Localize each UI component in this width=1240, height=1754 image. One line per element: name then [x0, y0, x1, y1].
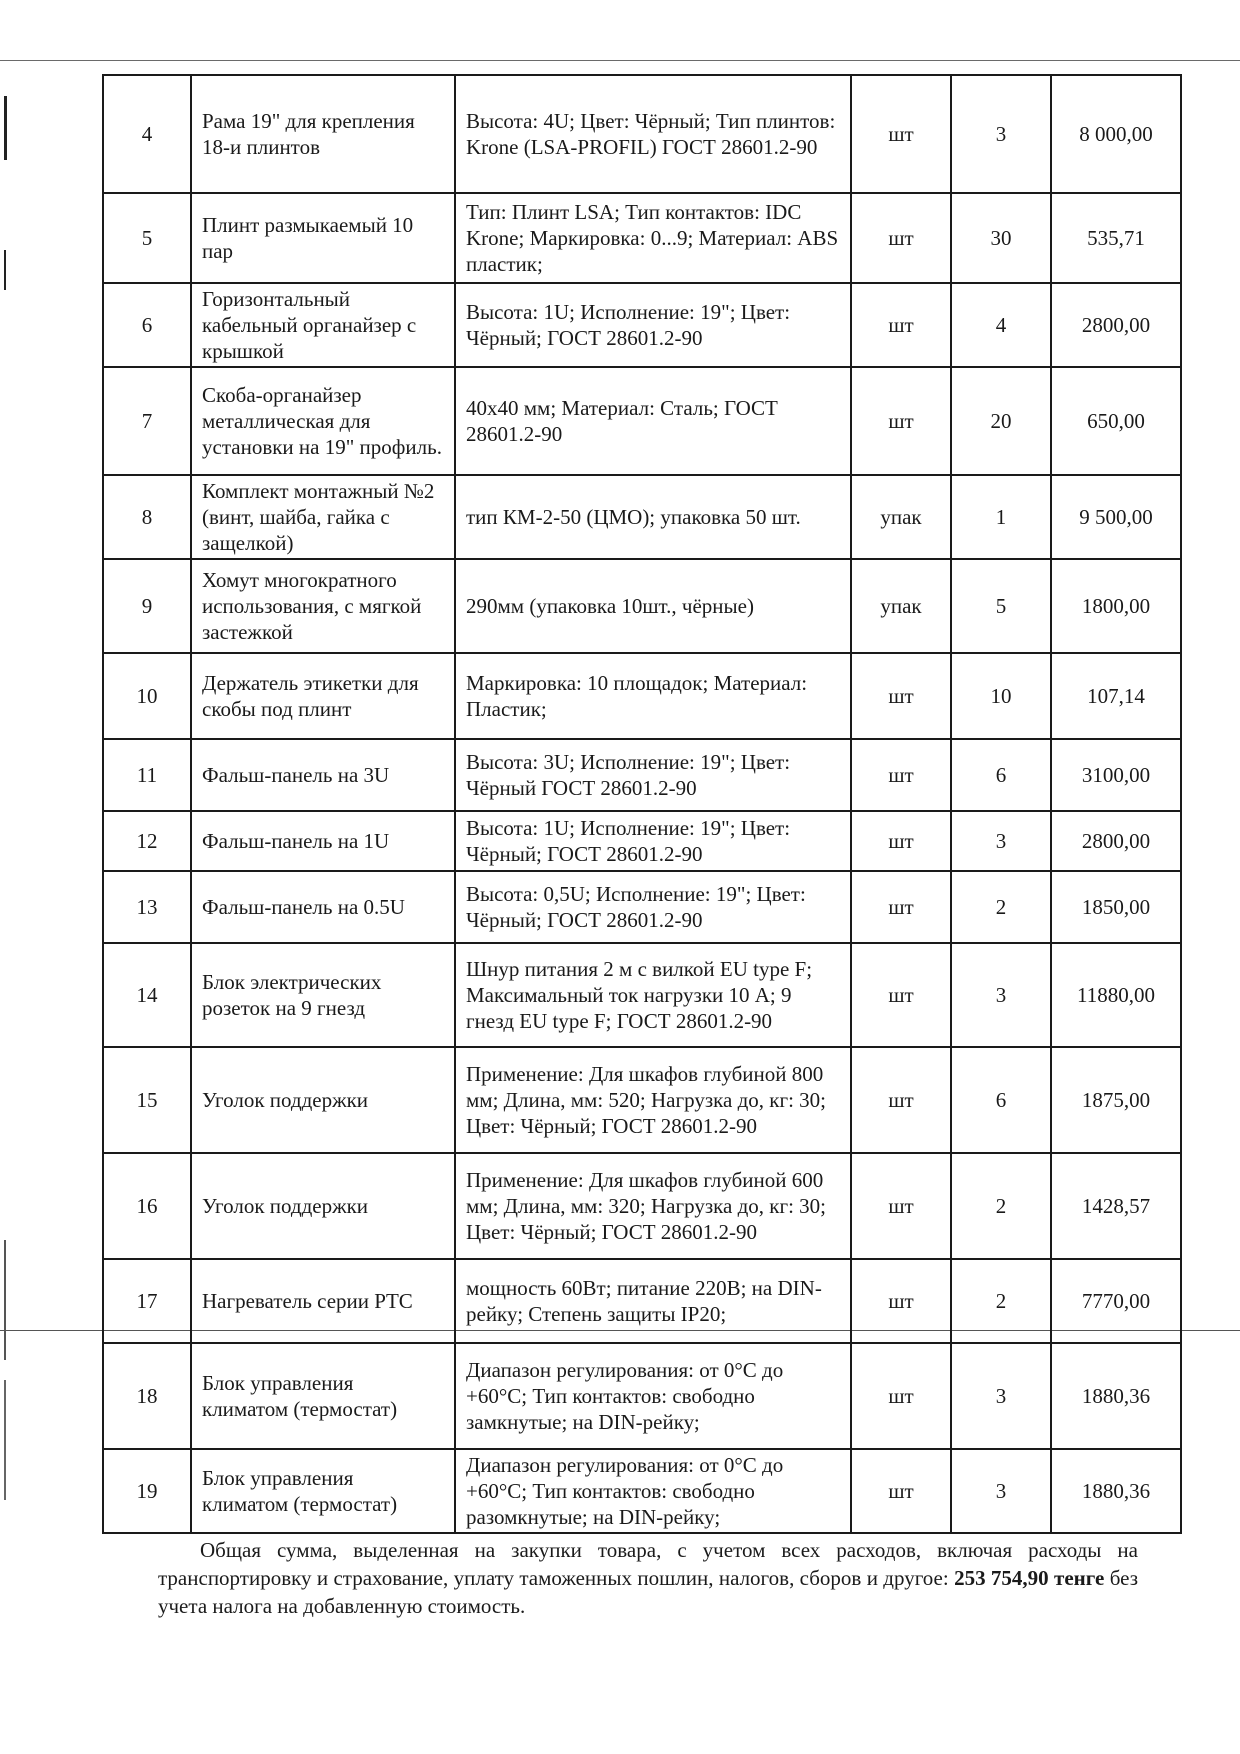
item-specification: тип КМ-2-50 (ЦМО); упаковка 50 шт.: [455, 475, 851, 559]
item-price: 1850,00: [1051, 871, 1181, 943]
table-row: [103, 475, 1181, 559]
item-name: Фальш-панель на 1U: [191, 811, 455, 871]
item-price: 7770,00: [1051, 1259, 1181, 1343]
table-row: [103, 559, 1181, 653]
summary-total-amount: 253 754,90 тенге: [954, 1566, 1105, 1590]
item-unit: шт: [851, 75, 951, 193]
row-number: 16: [103, 1153, 191, 1259]
item-name: Блок управления климатом (термостат): [191, 1449, 455, 1533]
item-name: Фальш-панель на 0.5U: [191, 871, 455, 943]
table-row: [103, 1259, 1181, 1343]
item-unit: шт: [851, 1343, 951, 1449]
item-name: Держатель этикетки для скобы под плинт: [191, 653, 455, 739]
item-specification: Тип: Плинт LSA; Тип контактов: IDC Krone; Маркировка: 0...9; Материал: ABS пластик;: [455, 193, 851, 283]
item-name: Хомут многократного использования, с мягкой застежкой: [191, 559, 455, 653]
item-price: 8 000,00: [1051, 75, 1181, 193]
item-unit: шт: [851, 811, 951, 871]
item-specification: Высота: 0,5U; Исполнение: 19"; Цвет: Чёрный; ГОСТ 28601.2-90: [455, 871, 851, 943]
item-name: Уголок поддержки: [191, 1047, 455, 1153]
table-row: [103, 75, 1181, 193]
item-price: 1880,36: [1051, 1343, 1181, 1449]
item-price: 3100,00: [1051, 739, 1181, 811]
item-price: 1880,36: [1051, 1449, 1181, 1533]
item-quantity: 3: [951, 75, 1051, 193]
total-summary-paragraph: [158, 1536, 1138, 1620]
item-specification: Применение: Для шкафов глубиной 800 мм; Длина, мм: 520; Нагрузка до, кг: 30; Цвет: Чёрный; ГОСТ 28601.2-90: [455, 1047, 851, 1153]
table-row: [103, 193, 1181, 283]
table-row: [103, 367, 1181, 475]
item-unit: шт: [851, 739, 951, 811]
item-name: Уголок поддержки: [191, 1153, 455, 1259]
item-name: Плинт размыкаемый 10 пар: [191, 193, 455, 283]
item-price: 11880,00: [1051, 943, 1181, 1047]
item-quantity: 1: [951, 475, 1051, 559]
item-quantity: 30: [951, 193, 1051, 283]
item-specification: 40x40 мм; Материал: Сталь; ГОСТ 28601.2-90: [455, 367, 851, 475]
item-name: Нагреватель серии PTC: [191, 1259, 455, 1343]
item-specification: Высота: 1U; Исполнение: 19"; Цвет: Чёрный; ГОСТ 28601.2-90: [455, 283, 851, 367]
row-number: 4: [103, 75, 191, 193]
row-number: 18: [103, 1343, 191, 1449]
item-specification: мощность 60Вт; питание 220В; на DIN-рейку; Степень защиты IP20;: [455, 1259, 851, 1343]
table-row: [103, 943, 1181, 1047]
table-row: [103, 1449, 1181, 1533]
item-price: 1800,00: [1051, 559, 1181, 653]
row-number: 15: [103, 1047, 191, 1153]
item-quantity: 3: [951, 811, 1051, 871]
item-quantity: 2: [951, 1259, 1051, 1343]
table-row: [103, 1153, 1181, 1259]
item-quantity: 2: [951, 1153, 1051, 1259]
row-number: 9: [103, 559, 191, 653]
item-quantity: 6: [951, 1047, 1051, 1153]
table-row: [103, 811, 1181, 871]
item-name: Фальш-панель на 3U: [191, 739, 455, 811]
item-unit: шт: [851, 283, 951, 367]
item-price: 650,00: [1051, 367, 1181, 475]
item-quantity: 2: [951, 871, 1051, 943]
items-table: [102, 74, 1182, 1534]
item-quantity: 4: [951, 283, 1051, 367]
item-unit: шт: [851, 871, 951, 943]
item-specification: Высота: 1U; Исполнение: 19"; Цвет: Чёрный; ГОСТ 28601.2-90: [455, 811, 851, 871]
item-name: Скоба-органайзер металлическая для установки на 19" профиль.: [191, 367, 455, 475]
item-price: 1875,00: [1051, 1047, 1181, 1153]
item-specification: Высота: 3U; Исполнение: 19"; Цвет: Чёрный ГОСТ 28601.2-90: [455, 739, 851, 811]
item-specification: Маркировка: 10 площадок; Материал: Пластик;: [455, 653, 851, 739]
item-unit: упак: [851, 475, 951, 559]
item-specification: Применение: Для шкафов глубиной 600 мм; Длина, мм: 320; Нагрузка до, кг: 30; Цвет: Чёрный; ГОСТ 28601.2-90: [455, 1153, 851, 1259]
item-price: 1428,57: [1051, 1153, 1181, 1259]
item-name: Комплект монтажный №2 (винт, шайба, гайка с защелкой): [191, 475, 455, 559]
summary-text: Общая сумма, выделенная на закупки товара, с учетом всех расходов, включая расходы на транспортировку и страхование, уплату таможенных пошлин, налогов, сборов и другое:: [158, 1538, 1138, 1590]
row-number: 7: [103, 367, 191, 475]
item-quantity: 10: [951, 653, 1051, 739]
row-number: 6: [103, 283, 191, 367]
item-price: 535,71: [1051, 193, 1181, 283]
item-name: Рама 19" для крепления 18-и плинтов: [191, 75, 455, 193]
item-specification: Высота: 4U; Цвет: Чёрный; Тип плинтов: Krone (LSA-PROFIL) ГОСТ 28601.2-90: [455, 75, 851, 193]
item-unit: шт: [851, 1153, 951, 1259]
item-specification: 290мм (упаковка 10шт., чёрные): [455, 559, 851, 653]
scan-edge-mark: [4, 1380, 6, 1500]
item-quantity: 3: [951, 943, 1051, 1047]
item-unit: шт: [851, 943, 951, 1047]
item-unit: шт: [851, 653, 951, 739]
item-quantity: 5: [951, 559, 1051, 653]
item-price: 107,14: [1051, 653, 1181, 739]
item-unit: шт: [851, 367, 951, 475]
row-number: 12: [103, 811, 191, 871]
scan-edge-mark: [4, 96, 7, 160]
scan-edge-mark: [4, 1240, 6, 1360]
table-row: [103, 1047, 1181, 1153]
row-number: 5: [103, 193, 191, 283]
row-number: 19: [103, 1449, 191, 1533]
summary-text-tail: без учета налога на добавленную стоимость.: [158, 1566, 1138, 1618]
item-specification: Диапазон регулирования: от 0°С до +60°С; Тип контактов: свободно замкнутые; на DIN-рейку;: [455, 1343, 851, 1449]
row-number: 10: [103, 653, 191, 739]
item-specification: Шнур питания 2 м с вилкой EU type F; Максимальный ток нагрузки 10 А; 9 гнезд EU type F; ГОСТ 28601.2-90: [455, 943, 851, 1047]
table-row: [103, 871, 1181, 943]
row-number: 13: [103, 871, 191, 943]
item-quantity: 3: [951, 1449, 1051, 1533]
items-table-body: [103, 75, 1181, 1533]
table-row: [103, 739, 1181, 811]
item-price: 2800,00: [1051, 283, 1181, 367]
row-number: 8: [103, 475, 191, 559]
item-name: Горизонтальный кабельный органайзер с крышкой: [191, 283, 455, 367]
item-name: Блок электрических розеток на 9 гнезд: [191, 943, 455, 1047]
scan-edge-top: [0, 60, 1240, 61]
row-number: 17: [103, 1259, 191, 1343]
table-row: [103, 1343, 1181, 1449]
row-number: 14: [103, 943, 191, 1047]
item-unit: упак: [851, 559, 951, 653]
item-unit: шт: [851, 193, 951, 283]
item-quantity: 6: [951, 739, 1051, 811]
row-number: 11: [103, 739, 191, 811]
table-row: [103, 283, 1181, 367]
item-specification: Диапазон регулирования: от 0°С до +60°С; Тип контактов: свободно разомкнутые; на DIN-рейку;: [455, 1449, 851, 1533]
item-unit: шт: [851, 1449, 951, 1533]
item-price: 9 500,00: [1051, 475, 1181, 559]
table-row: [103, 653, 1181, 739]
item-unit: шт: [851, 1047, 951, 1153]
scan-edge-mark: [4, 250, 6, 290]
item-price: 2800,00: [1051, 811, 1181, 871]
item-quantity: 20: [951, 367, 1051, 475]
item-name: Блок управления климатом (термостат): [191, 1343, 455, 1449]
item-unit: шт: [851, 1259, 951, 1343]
item-quantity: 3: [951, 1343, 1051, 1449]
